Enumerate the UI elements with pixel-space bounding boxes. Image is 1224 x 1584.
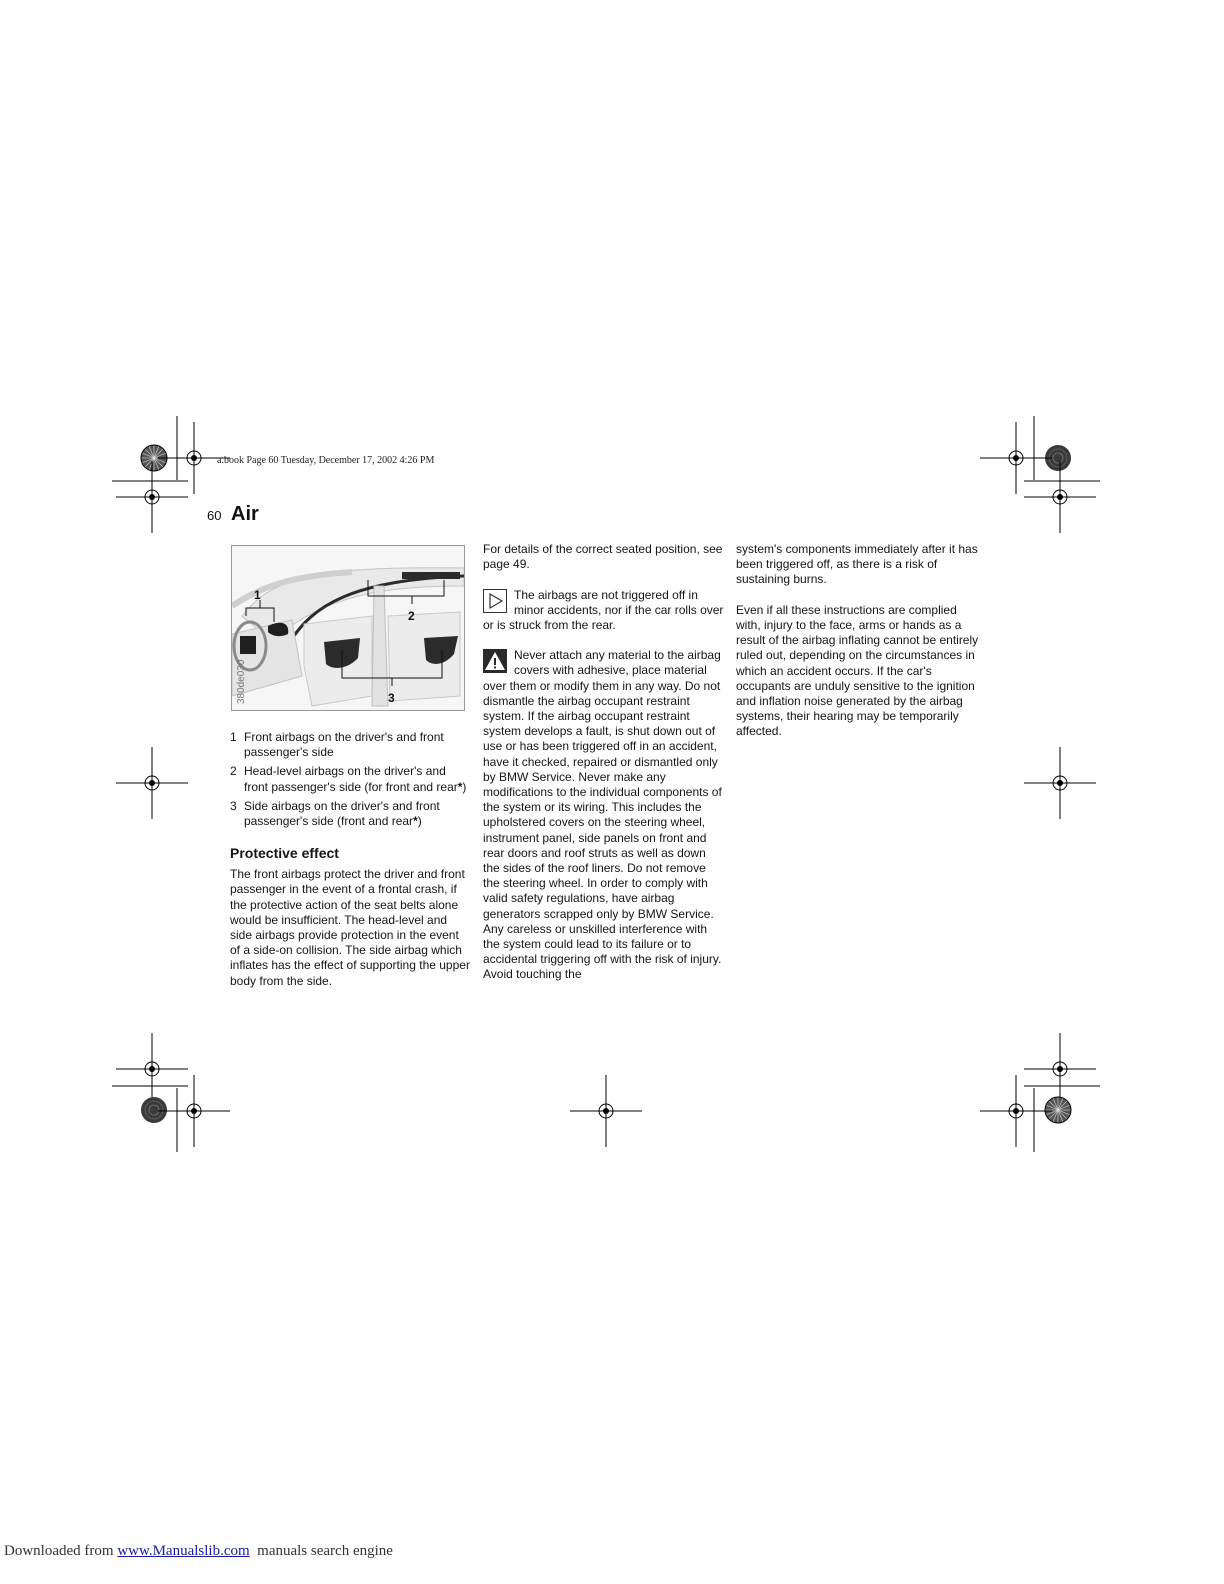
footer-suffix: manuals search engine <box>249 1543 393 1559</box>
download-footer <box>4 1543 393 1560</box>
car-interior-drawing <box>232 546 464 710</box>
callout-2: 2 <box>408 609 415 623</box>
column-1 <box>230 730 472 1004</box>
legend-text-end: ) <box>417 814 422 829</box>
legend-text: Head-level airbags on the driver's and front passenger's side (for front and rear <box>244 764 458 794</box>
footer-prefix: Downloaded from <box>4 1543 118 1559</box>
section-heading: Protective effect <box>230 845 339 862</box>
legend-number: 3 <box>230 798 237 813</box>
callout-1: 1 <box>254 588 261 602</box>
legend-text: Side airbags on the driver's and front passenger's side (front and rear <box>244 798 440 829</box>
legend-item <box>230 764 472 794</box>
legend-number: 1 <box>230 730 237 744</box>
info-triangle-icon <box>483 589 507 613</box>
info-note-text: The airbags are not triggered off in minor accidents, nor if the car rolls over or is struck from the rear. <box>483 587 724 632</box>
page-number: 60 <box>207 508 222 523</box>
image-code: 380de030 <box>236 659 247 704</box>
info-note <box>483 588 725 634</box>
airbag-illustration <box>231 545 465 711</box>
warning-note-text: Never attach any material to the airbag covers with adhesive, place material over them or modify them in any way. Do not dismantle the airbag occupant restraint system. If the airbag occupant restraint system develops a fault, is shut down out of use or has been triggered off in an accident, have it checked, repaired or dismantled only by BMW Service. Never make any modifications to the individual components of the system or its wiring. This includes the upholstered covers on the steering wheel, instrument panel, side panels on front and rear doors and roof struts as well as down the sides of the roof liners. Do not remove the steering wheel. In order to comply with valid safety regulations, have airbag generators scrapped only by BMW Service. Any careless or unskilled interference with the system could lead to its failure or to accidental triggering off with the risk of injury. Avoid touching the <box>483 648 722 982</box>
optional-equipment-star: * <box>413 814 418 829</box>
optional-equipment-star: * <box>457 779 463 794</box>
page-title: Air <box>231 503 259 525</box>
print-job-header: a.book Page 60 Tuesday, December 17, 2002 4:26 PM <box>217 455 435 466</box>
column-2 <box>483 542 725 998</box>
legend-item <box>230 799 472 829</box>
figure-legend <box>230 730 472 829</box>
manualslib-link[interactable]: www.Manualslib.com <box>117 1543 250 1559</box>
warning-icon <box>483 649 507 673</box>
legend-number: 2 <box>230 764 237 779</box>
injury-paragraph: Even if all these instructions are complied with, injury to the face, arms or hands as a result of the airbag inflating cannot be entirely ruled out, depending on the circumstances in which an accident occurs. If the car's occupants are unduly sensitive to the ignition and inflation noise generated by the airbag systems, their hearing may be temporarily affected. <box>736 602 979 739</box>
section-body: The front airbags protect the driver and front passenger in the event of a frontal crash, if the protective action of the seat belts alone would be insufficient. The head-level and side airbags provide protection in the event of a side-on collision. The side airbag which inflates has the effect of supporting the upper body from the side. <box>230 867 470 988</box>
legend-item <box>230 730 472 760</box>
warning-note <box>483 648 725 982</box>
burns-paragraph: system's components immediately after it has been triggered off, as there is a risk of sustaining burns. <box>736 542 978 587</box>
seated-position-paragraph: For details of the correct seated position, see page 49. <box>483 542 723 572</box>
legend-text-end: ) <box>462 779 467 794</box>
legend-text: Front airbags on the driver's and front passenger's side <box>244 730 444 760</box>
callout-3: 3 <box>388 691 395 705</box>
column-3 <box>736 542 981 755</box>
